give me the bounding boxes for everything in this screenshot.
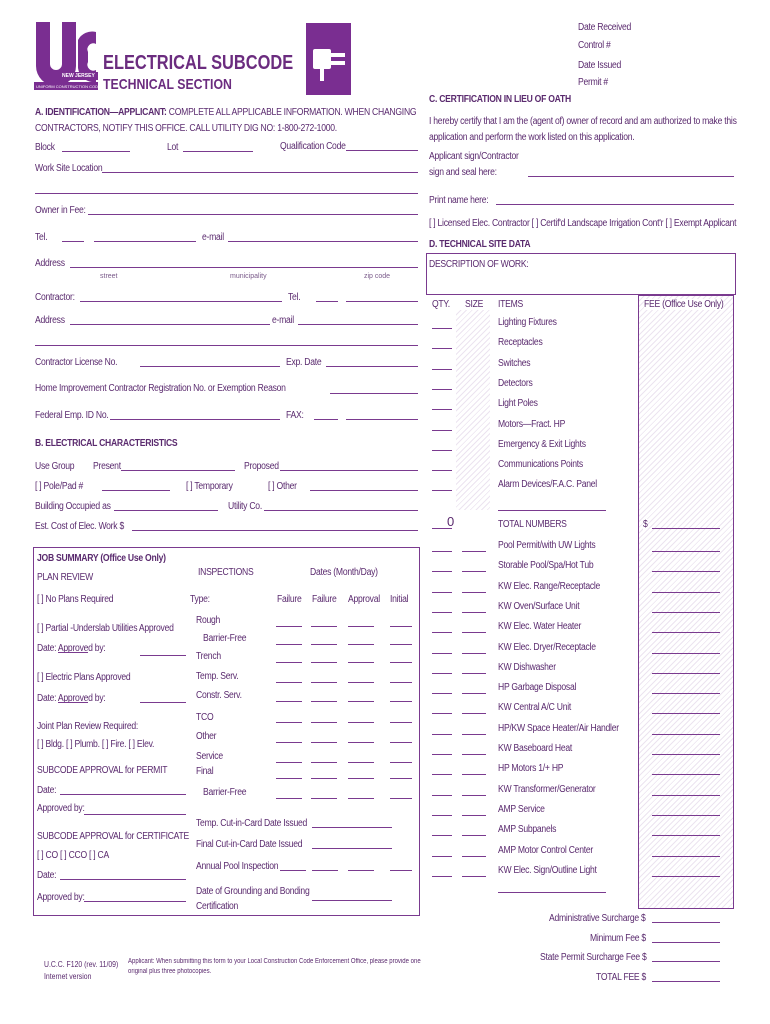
fax-area[interactable]: [314, 419, 338, 420]
item-label: KW Dishwasher: [498, 661, 556, 673]
item-qty-field[interactable]: [432, 734, 452, 735]
cert-approved-by-label: Approved by:: [37, 892, 85, 903]
inspection-other: Other: [196, 731, 217, 742]
dates-label: Dates (Month/Day): [310, 567, 378, 578]
minimum-fee-label: Minimum Fee $: [590, 933, 646, 944]
inspection-date-field[interactable]: [348, 682, 374, 683]
owner-address-label: Address: [35, 258, 65, 269]
total-qty-field[interactable]: [432, 528, 452, 529]
inspection-date-field[interactable]: [276, 742, 302, 743]
footer-note-2: original plus three photocopies.: [128, 968, 212, 975]
item-label: Motors—Fract. HP: [498, 418, 566, 430]
inspection-date-field[interactable]: [311, 762, 337, 763]
section-a-instructions-2: CONTRACTORS, NOTIFY THIS OFFICE. CALL UTILITY DIG NO: 1-800-272-1000.: [35, 123, 337, 134]
inspection-date-field[interactable]: [348, 778, 374, 779]
item-size-field[interactable]: [462, 673, 486, 674]
inspection-date-field[interactable]: [390, 742, 412, 743]
zip-caption: zip code: [364, 273, 391, 280]
item-fee-field[interactable]: [652, 653, 720, 654]
item-qty-field[interactable]: [432, 835, 452, 836]
item-qty-field[interactable]: [432, 592, 452, 593]
item-qty-field[interactable]: [432, 409, 452, 410]
ucc-logo: [34, 20, 98, 92]
grounding-label-1: Date of Grounding and Bonding: [196, 886, 310, 897]
temp-cut-label: Temp. Cut-in-Card Date Issued: [196, 818, 308, 829]
electric-plans-checkbox[interactable]: [ ] Electric Plans Approved: [37, 672, 131, 683]
item-label: Pool Permit/with UW Lights: [498, 540, 596, 551]
col-size-header: SIZE: [465, 299, 484, 310]
inspection-date-field[interactable]: [348, 762, 374, 763]
item-size-field[interactable]: [462, 795, 486, 796]
permit-approved-by-label: Approved by:: [37, 803, 85, 814]
state-surcharge-label: State Permit Surcharge Fee $: [540, 952, 647, 963]
description-label: DESCRIPTION OF WORK:: [429, 259, 529, 270]
item-label: AMP Subpanels: [498, 824, 557, 836]
work-site-field[interactable]: [102, 172, 418, 173]
page-subtitle: TECHNICAL SECTION: [103, 76, 232, 93]
admin-surcharge-field[interactable]: [652, 922, 720, 923]
item-label: Detectors: [498, 377, 533, 389]
inspection-constr-serv: Constr. Serv.: [196, 690, 242, 701]
exp-date-field[interactable]: [326, 366, 418, 367]
inspection-date-field[interactable]: [311, 701, 337, 702]
contractor-label: Contractor:: [35, 292, 75, 303]
temp-cut-field[interactable]: [312, 827, 392, 828]
item-size-field[interactable]: [462, 754, 486, 755]
item-qty-field[interactable]: [432, 632, 452, 633]
item-label: KW Transformer/Generator: [498, 783, 596, 795]
item-label: Light Poles: [498, 398, 538, 410]
admin-surcharge-label: Administrative Surcharge $: [549, 913, 646, 924]
subcode-permit-label: SUBCODE APPROVAL for PERMIT: [37, 765, 168, 776]
inspection-date-field[interactable]: [311, 798, 337, 799]
final-cut-field[interactable]: [312, 848, 392, 849]
item-fee-field[interactable]: [652, 774, 720, 775]
job-summary-heading: JOB SUMMARY (Office Use Only): [37, 553, 166, 564]
item-size-field[interactable]: [462, 551, 486, 552]
item-fee-field[interactable]: [652, 551, 720, 552]
partial-date-field[interactable]: [58, 652, 88, 653]
inspection-date-field[interactable]: [390, 644, 412, 645]
inspections-label: INSPECTIONS: [198, 567, 254, 578]
total-numbers-line: [498, 510, 606, 511]
certification-text-1: I hereby certify that I am the (agent of) owner of record and am authorized to make this: [429, 116, 737, 127]
item-size-field[interactable]: [462, 571, 486, 572]
cert-approved-field[interactable]: [84, 901, 186, 902]
use-group-label: Use Group: [35, 461, 75, 472]
other-checkbox[interactable]: [ ] Other: [268, 481, 297, 492]
item-qty-field[interactable]: [432, 693, 452, 694]
exp-date-label: Exp. Date: [286, 357, 322, 368]
logo-caption-2: UNIFORM CONSTRUCTION CODE: [36, 84, 101, 89]
item-qty-field[interactable]: [432, 450, 452, 451]
item-size-field[interactable]: [462, 734, 486, 735]
item-fee-field[interactable]: [652, 673, 720, 674]
street-caption: street: [100, 273, 118, 280]
electric-date-field[interactable]: [58, 702, 88, 703]
item-qty-field[interactable]: [432, 389, 452, 390]
license-label: Contractor License No.: [35, 357, 118, 368]
item-size-field[interactable]: [462, 612, 486, 613]
fax-field[interactable]: [346, 419, 418, 420]
inspection-date-field[interactable]: [348, 742, 374, 743]
date-issued-label: Date Issued: [578, 60, 622, 71]
item-label: KW Central A/C Unit: [498, 702, 572, 714]
proposed-field[interactable]: [280, 470, 418, 471]
building-occupied-field[interactable]: [114, 510, 218, 511]
item-qty-field[interactable]: [432, 653, 452, 654]
est-cost-field[interactable]: [132, 530, 418, 531]
contractor-tel-label: Tel.: [288, 292, 301, 303]
inspection-date-field[interactable]: [348, 722, 374, 723]
permit-approved-field[interactable]: [84, 814, 186, 815]
col-failure-2: Failure: [312, 594, 337, 605]
owner-tel-field[interactable]: [94, 241, 196, 242]
item-fee-field[interactable]: [652, 571, 720, 572]
inspection-date-field[interactable]: [348, 644, 374, 645]
footer-note-1: Applicant: When submitting this form to your Local Construction Code Enforcement Office, please provide one: [128, 958, 421, 965]
contractor-email-label: e-mail: [272, 315, 294, 326]
home-improvement-label: Home Improvement Contractor Registration No. or Exemption Reason: [35, 383, 286, 394]
grounding-field[interactable]: [312, 900, 392, 901]
item-label: KW Elec. Sign/Outline Light: [498, 864, 597, 876]
contractor-address-field[interactable]: [70, 324, 270, 325]
item-fee-field[interactable]: [652, 734, 720, 735]
form-id-1: U.C.C. F120 (rev. 11/09): [44, 960, 119, 969]
item-size-field[interactable]: [462, 592, 486, 593]
item-fee-field[interactable]: [652, 754, 720, 755]
item-label: KW Elec. Dryer/Receptacle: [498, 641, 596, 653]
total-fee-field[interactable]: [652, 528, 720, 529]
electric-approved-field[interactable]: [140, 702, 186, 703]
item-size-field[interactable]: [462, 632, 486, 633]
item-qty-field[interactable]: [432, 795, 452, 796]
signature-field[interactable]: [528, 176, 734, 177]
print-name-field[interactable]: [496, 204, 734, 205]
item-size-field[interactable]: [462, 653, 486, 654]
block-label: Block: [35, 142, 55, 153]
item-qty-field[interactable]: [432, 348, 452, 349]
section-a-instructions: COMPLETE ALL APPLICABLE INFORMATION. WHEN CHANGING: [168, 107, 417, 118]
inspection-barrier-free-final: Barrier-Free: [203, 787, 247, 798]
inspection-service: Service: [196, 751, 223, 762]
print-name-label: Print name here:: [429, 195, 489, 206]
inspection-date-field[interactable]: [390, 798, 412, 799]
item-label: KW Elec. Water Heater: [498, 621, 582, 633]
contractor-email-field[interactable]: [298, 324, 418, 325]
item-label: AMP Service: [498, 803, 545, 815]
contractor-tel-field[interactable]: [346, 301, 418, 302]
plan-review-label: PLAN REVIEW: [37, 572, 93, 583]
item-qty-field[interactable]: [432, 713, 452, 714]
item-fee-field[interactable]: [652, 876, 720, 877]
joint-review-label: Joint Plan Review Required:: [37, 721, 139, 732]
est-cost-label: Est. Cost of Elec. Work $: [35, 521, 124, 532]
item-qty-field[interactable]: [432, 430, 452, 431]
inspection-barrier-free: Barrier-Free: [203, 633, 247, 644]
permit-date-label: Date:: [37, 785, 57, 796]
present-label: Present: [93, 461, 121, 472]
building-occupied-label: Building Occupied as: [35, 501, 111, 512]
total-fee-label: TOTAL FEE $: [596, 972, 647, 983]
contractor-tel-area[interactable]: [316, 301, 338, 302]
item-fee-field[interactable]: [652, 592, 720, 593]
contractor-address-field-2[interactable]: [35, 345, 418, 346]
inspection-date-field[interactable]: [348, 662, 374, 663]
inspection-date-field[interactable]: [276, 701, 302, 702]
annual-pool-field-2[interactable]: [312, 870, 338, 871]
inspection-date-field[interactable]: [348, 798, 374, 799]
owner-field[interactable]: [88, 214, 418, 215]
partial-approved-field[interactable]: [140, 655, 186, 656]
item-label: Alarm Devices/F.A.C. Panel: [498, 479, 597, 491]
inspection-date-field[interactable]: [390, 778, 412, 779]
subcode-certificate-label: SUBCODE APPROVAL for CERTIFICATE: [37, 831, 190, 842]
federal-id-field[interactable]: [110, 419, 280, 420]
item-fee-field[interactable]: [652, 632, 720, 633]
page-title: ELECTRICAL SUBCODE: [103, 52, 294, 74]
inspection-date-field[interactable]: [276, 662, 302, 663]
inspection-date-field[interactable]: [390, 722, 412, 723]
col-approval: Approval: [348, 594, 380, 605]
license-type-options[interactable]: [ ] Licensed Elec. Contractor [ ] Certif'd Landscape Irrigation Cont'r [ ] Exempt Applicant: [429, 218, 737, 229]
final-cut-label: Final Cut-in-Card Date Issued: [196, 839, 303, 850]
federal-id-label: Federal Emp. ID No.: [35, 410, 109, 421]
item-fee-field[interactable]: [652, 815, 720, 816]
owner-email-label: e-mail: [202, 232, 224, 243]
pole-pad-field[interactable]: [102, 490, 170, 491]
block-field[interactable]: [62, 151, 130, 152]
annual-pool-field-3[interactable]: [348, 870, 374, 871]
lot-label: Lot: [167, 142, 179, 153]
section-c-heading: C. CERTIFICATION IN LIEU OF OATH: [429, 94, 571, 105]
item-qty-field[interactable]: [432, 774, 452, 775]
form-id-2: Internet version: [44, 972, 92, 981]
item-fee-field[interactable]: [652, 856, 720, 857]
inspection-temp-serv: Temp. Serv.: [196, 671, 239, 682]
inspection-date-field[interactable]: [276, 762, 302, 763]
inspection-final: Final: [196, 766, 214, 777]
fee-column: [638, 295, 734, 909]
inspection-date-field[interactable]: [311, 778, 337, 779]
item-fee-field[interactable]: [652, 795, 720, 796]
owner-address-field[interactable]: [70, 267, 418, 268]
item-label: Lighting Fixtures: [498, 317, 557, 328]
temporary-checkbox[interactable]: [ ] Temporary: [186, 481, 233, 492]
items-end-line: [498, 892, 606, 893]
inspection-date-field[interactable]: [348, 626, 374, 627]
inspection-date-field[interactable]: [311, 662, 337, 663]
utility-co-field[interactable]: [264, 510, 418, 511]
col-fee-header: FEE (Office Use Only): [644, 299, 724, 310]
other-field[interactable]: [310, 490, 418, 491]
inspection-date-field[interactable]: [311, 722, 337, 723]
item-size-field[interactable]: [462, 856, 486, 857]
contractor-address-label: Address: [35, 315, 65, 326]
item-label: KW Baseboard Heat: [498, 743, 573, 754]
qualification-code-label: Qualification Code: [280, 141, 346, 152]
inspection-date-field[interactable]: [348, 701, 374, 702]
home-improvement-field[interactable]: [330, 393, 418, 394]
item-qty-field[interactable]: [432, 571, 452, 572]
total-numbers-label: TOTAL NUMBERS: [498, 519, 567, 530]
section-a-heading: [35, 107, 416, 118]
inspection-date-field[interactable]: [311, 682, 337, 683]
owner-tel-area[interactable]: [62, 241, 84, 242]
partial-date-approved: Date: Approved by:: [37, 643, 106, 654]
item-label: HP Motors 1/+ HP: [498, 763, 564, 775]
section-a-title: A. IDENTIFICATION—APPLICANT:: [35, 107, 167, 118]
lot-field[interactable]: [183, 151, 253, 152]
total-fee-dollar: $: [643, 519, 648, 530]
item-fee-field[interactable]: [652, 693, 720, 694]
item-qty-field[interactable]: [432, 490, 452, 491]
inspection-date-field[interactable]: [276, 778, 302, 779]
item-size-field[interactable]: [462, 693, 486, 694]
owner-email-field[interactable]: [228, 241, 418, 242]
owner-tel-label: Tel.: [35, 232, 48, 243]
date-received-label: Date Received: [578, 22, 632, 33]
control-number-label: Control #: [578, 40, 611, 51]
inspection-date-field[interactable]: [276, 644, 302, 645]
minimum-fee-field[interactable]: [652, 942, 720, 943]
item-label: Switches: [498, 357, 531, 369]
item-qty-field[interactable]: [432, 754, 452, 755]
item-size-field[interactable]: [462, 713, 486, 714]
item-size-field[interactable]: [462, 835, 486, 836]
state-surcharge-field[interactable]: [652, 961, 720, 962]
work-site-label: Work Site Location: [35, 163, 103, 174]
item-size-field[interactable]: [462, 815, 486, 816]
item-qty-field[interactable]: [432, 551, 452, 552]
type-label: Type:: [190, 594, 210, 605]
item-qty-field[interactable]: [432, 470, 452, 471]
contractor-field[interactable]: [80, 301, 282, 302]
item-size-field[interactable]: [462, 876, 486, 877]
item-qty-field[interactable]: [432, 369, 452, 370]
grounding-label-2: Certification: [196, 901, 239, 912]
utility-co-label: Utility Co.: [228, 501, 262, 512]
item-label: Receptacles: [498, 337, 543, 349]
item-qty-field[interactable]: [432, 328, 452, 329]
inspection-date-field[interactable]: [311, 626, 337, 627]
inspection-trench: Trench: [196, 651, 221, 662]
annual-pool-label: Annual Pool Inspection: [196, 861, 279, 872]
col-items-header: ITEMS: [498, 299, 523, 310]
permit-date-field[interactable]: [60, 794, 186, 795]
section-b-heading: B. ELECTRICAL CHARACTERISTICS: [35, 438, 178, 449]
item-label: KW Elec. Range/Receptacle: [498, 580, 601, 592]
permit-number-label: Permit #: [578, 77, 608, 88]
total-qty: 0: [447, 514, 455, 529]
electric-date-approved: Date: Approved by:: [37, 693, 106, 704]
total-fee-final-field[interactable]: [652, 981, 720, 982]
annual-pool-field-4[interactable]: [390, 870, 412, 871]
municipality-caption: municipality: [230, 273, 267, 280]
inspection-date-field[interactable]: [390, 701, 412, 702]
inspection-date-field[interactable]: [390, 682, 412, 683]
item-label: KW Oven/Surface Unit: [498, 600, 580, 612]
inspection-date-field[interactable]: [311, 742, 337, 743]
inspection-date-field[interactable]: [276, 798, 302, 799]
col-initial: Initial: [390, 594, 409, 605]
certification-text-2: application and perform the work listed on this application.: [429, 132, 635, 143]
cert-date-field[interactable]: [60, 879, 186, 880]
license-field[interactable]: [140, 366, 280, 367]
inspection-tco: TCO: [196, 712, 214, 723]
item-label: AMP Motor Control Center: [498, 844, 593, 856]
item-label: Storable Pool/Spa/Hot Tub: [498, 560, 594, 572]
fax-label: FAX:: [286, 410, 304, 421]
owner-label: Owner in Fee:: [35, 205, 86, 216]
item-qty-field[interactable]: [432, 876, 452, 877]
item-label: Communications Points: [498, 459, 583, 471]
section-d-heading: D. TECHNICAL SITE DATA: [429, 239, 531, 250]
no-plans-checkbox[interactable]: [ ] No Plans Required: [37, 594, 114, 605]
work-site-field-2[interactable]: [35, 193, 418, 194]
sign-label-2: sign and seal here:: [429, 167, 497, 178]
col-failure-1: Failure: [277, 594, 302, 605]
inspection-date-field[interactable]: [276, 626, 302, 627]
item-fee-field[interactable]: [652, 713, 720, 714]
inspection-rough: Rough: [196, 615, 221, 626]
item-label: Emergency & Exit Lights: [498, 438, 586, 450]
item-label: HP/KW Space Heater/Air Handler: [498, 722, 619, 734]
inspection-date-field[interactable]: [390, 626, 412, 627]
item-fee-field[interactable]: [652, 612, 720, 613]
proposed-label: Proposed: [244, 461, 279, 472]
item-label: HP Garbage Disposal: [498, 682, 577, 694]
annual-pool-field-1[interactable]: [280, 870, 306, 871]
inspection-date-field[interactable]: [276, 682, 302, 683]
item-size-field[interactable]: [462, 774, 486, 775]
cert-options[interactable]: [ ] CO [ ] CCO [ ] CA: [37, 850, 109, 861]
qualification-code-field[interactable]: [346, 150, 418, 151]
size-hatch-a: [456, 310, 490, 510]
logo-caption-1: NEW JERSEY: [62, 73, 95, 79]
item-qty-field[interactable]: [432, 673, 452, 674]
item-qty-field[interactable]: [432, 815, 452, 816]
item-qty-field[interactable]: [432, 612, 452, 613]
partial-checkbox[interactable]: [ ] Partial -Underslab Utilities Approved: [37, 623, 174, 634]
inspection-date-field[interactable]: [390, 762, 412, 763]
sign-label-1: Applicant sign/Contractor: [429, 151, 519, 162]
inspection-date-field[interactable]: [276, 722, 302, 723]
inspection-date-field[interactable]: [390, 662, 412, 663]
present-field[interactable]: [121, 470, 235, 471]
col-qty-header: QTY.: [432, 299, 450, 310]
item-qty-field[interactable]: [432, 856, 452, 857]
pole-pad-checkbox[interactable]: [ ] Pole/Pad #: [35, 481, 84, 492]
joint-options[interactable]: [ ] Bldg. [ ] Plumb. [ ] Fire. [ ] Elev.: [37, 739, 155, 750]
item-fee-field[interactable]: [652, 835, 720, 836]
inspection-date-field[interactable]: [311, 644, 337, 645]
plug-icon: [306, 23, 351, 95]
cert-date-label: Date:: [37, 870, 57, 881]
